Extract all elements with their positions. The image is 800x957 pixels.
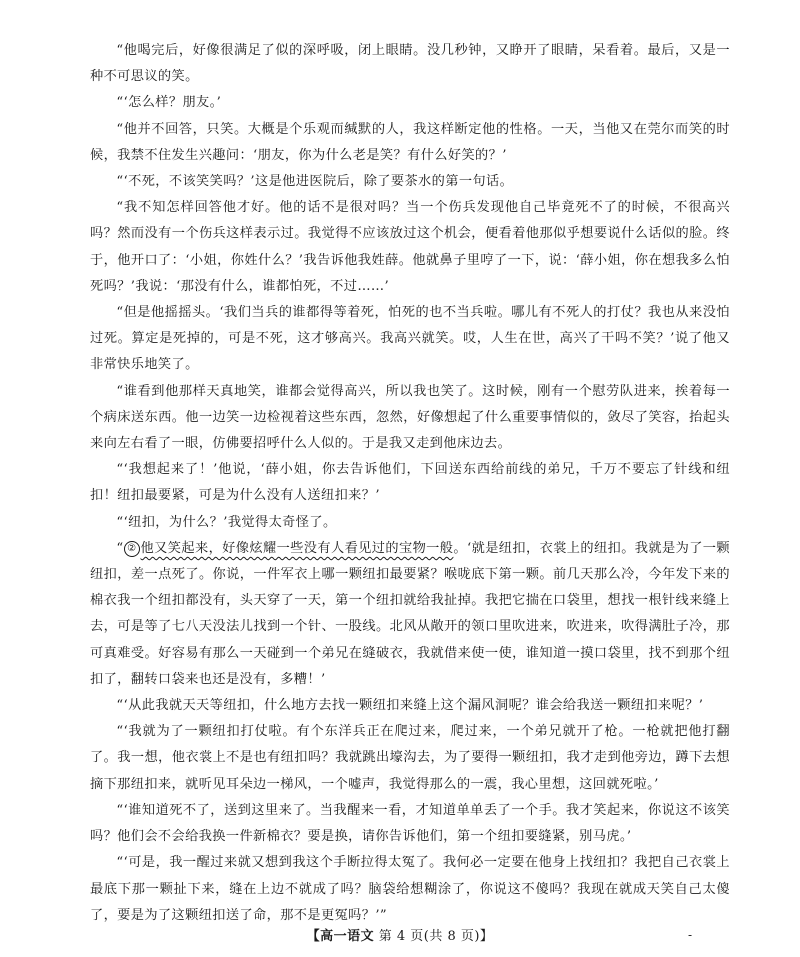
page-footer [0,925,800,944]
paragraph-3: “他并不回答，只笑。大概是个乐观而缄默的人，我这样断定他的性格。一天，当他又在莞尔而笑的时候，我禁不住发生兴趣问：‘朋友，你为什么老是笑？有什么好笑的？’ [90,121,730,163]
paragraph-8: “‘我想起来了！’他说，‘薛小姐，你去告诉他们，下回送东西给前线的弟兄，千万不要忘了针线和纽扣！纽扣最要紧，可是为什么没有人送纽扣来？’ [90,462,730,504]
paragraph-5: “我不知怎样回答他才好。他的话不是很对吗？当一个伤兵发现他自己毕竟死不了的时候，不很高兴吗？然而没有一个伤兵这样表示过。我觉得不应该放过这个机会，便看着他那似乎想要说什么话似的脸。终于，他开口了：‘小姐，你姓什么？’我告诉他我姓薛。他就鼻子里哼了一下，说：‘薛小姐，你在想我多么怕死吗？’我说：‘那没有什么，谁都怕死，不过……’ [90,200,730,294]
paragraph-10 [90,536,730,693]
paragraph-12: “‘我就为了一颗纽扣打仗啦。有个东洋兵正在爬过来，爬过来，一个弟兄就开了枪。一枪就把他打翻了。我一想，他衣裳上不是也有纽扣吗？我就跳出壕沟去，为了要得一颗纽扣，我才走到他旁边，蹲下去想摘下那纽扣来，就听见耳朵边一梯风，一个嘘声，我觉得那么的一震，我心里想，这回就死啦。’ [90,724,730,792]
circled-number-2: ② [124,541,140,557]
paragraph-11: “‘从此我就天天等纽扣，什么地方去找一颗纽扣来缝上这个漏风洞呢？谁会给我送一颗纽扣来呢？’ [116,698,704,714]
footer-page-info: 第 4 页(共 8 页)】 [378,929,494,944]
paragraph-9: “‘纽扣，为什么？’我觉得太奇怪了。 [116,514,337,530]
paragraph-1: “他喝完后，好像很满足了似的深呼吸，闭上眼睛。没几秒钟，又睁开了眼睛，呆看着。最后，又是一种不可思议的笑。 [90,43,730,85]
open-quote: “ [116,540,124,556]
footer-subject: 【高一语文 [306,929,375,944]
paragraph-6: “但是他摇摇头。‘我们当兵的谁都得等着死，怕死的也不当兵啦。哪儿有不死人的打仗？我也从来没怕过死。算定是死掉的，可是不死，这才够高兴。我高兴就笑。哎，人生在世，高兴了干吗不笑？’说了他又非常快乐地笑了。 [90,305,730,373]
paragraph-13: “‘谁知道死不了，送到这里来了。当我醒来一看，才知道单单丢了一个手。我才笑起来，你说这不该笑吗？他们会不会给我换一件新棉衣？要是换，请你告诉他们，第一个纽扣要缝紧，别马虎。’ [90,802,730,845]
paragraph-7: “谁看到他那样天真地笑，谁都会觉得高兴，所以我也笑了。这时候，刚有一个慰劳队进来，挨着每一个病床送东西。他一边笑一边检视着这些东西，忽然，好像想起了什么重要事情似的，敛尽了笑容，抬起头来向左右看了一眼，仿佛要招呼什么人似的。于是我又走到他床边去。 [90,383,730,452]
paragraph-4: “‘不死，不该笑笑吗？’这是他进医院后，除了要茶水的第一句话。 [116,174,514,190]
paragraph-2: “‘怎么样？朋友。’ [116,95,222,111]
paragraph-10-rest: 。‘就是纽扣，衣裳上的纽扣。我就是为了一颗纽扣，差一点死了。你说，一件军衣上哪一颗纽扣最要紧？喉咙底下第一颗。前几天那么冷，今年发下来的棉衣我一个纽扣都没有，头天穿了一天，第一个纽扣就给我扯掉。我把它揣在口袋里，想找一根针线来缝上去，可是等了七八天没法儿找到一个针、一股线。北风从敞开的领口里吹进来，吹进来，吹得满肚子冷，那可真难受。好容易有那么一天碰到一个弟兄在缝破衣，我就借来使一使，谁知道一摸口袋里，找不到那个纽扣了，翻转口袋来也还是没有，多糟！’ [90,540,731,687]
wavy-underlined-sentence: 他又笑起来，好像炫耀一些没有人看见过的宝物一般 [140,540,454,556]
corner-mark: - [688,928,693,942]
paragraph-14: “‘可是，我一醒过来就又想到我这个手断拉得太冤了。我何必一定要在他身上找纽扣？我把自己衣裳上最底下那一颗扯下来，缝在上边不就成了吗？脑袋给想糊涂了，你说这不傻吗？我现在就成天笑自己太傻了，要是为了这颗纽扣送了命，那不是更冤吗？’” [90,855,730,923]
document-page [90,38,730,929]
